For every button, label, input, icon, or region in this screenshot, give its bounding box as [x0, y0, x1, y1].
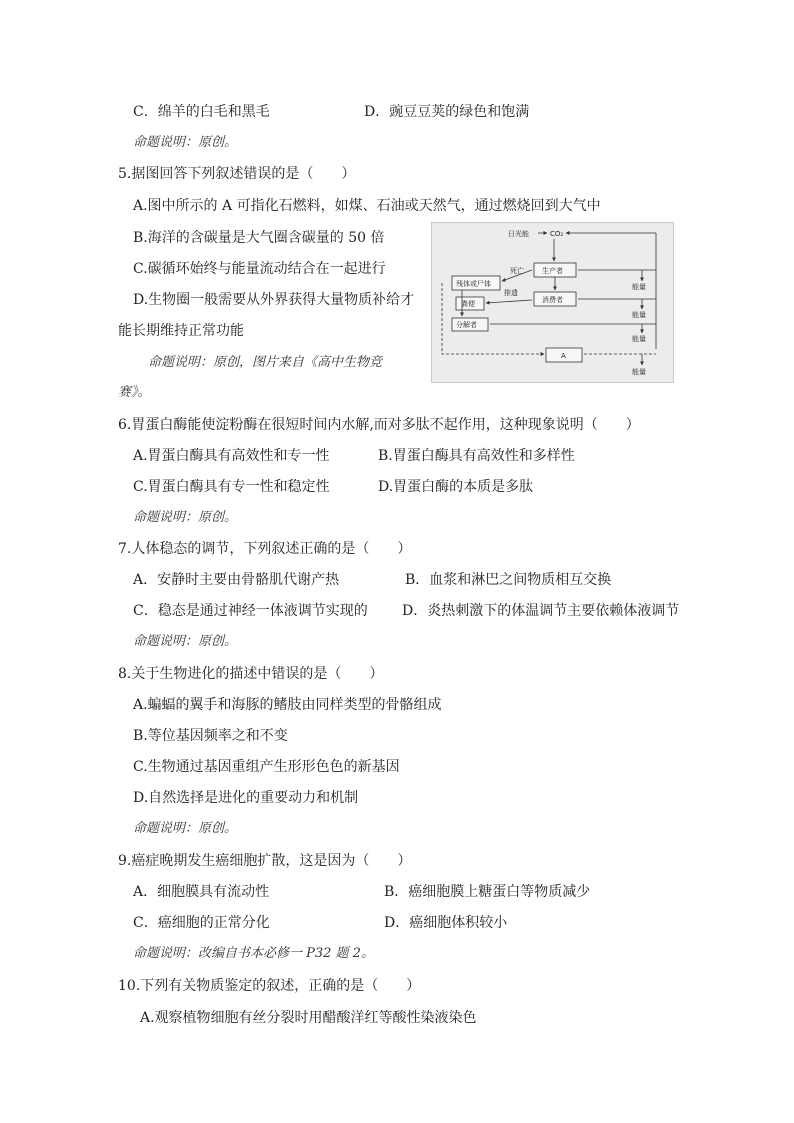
q5-note-line2: 赛》。 — [118, 385, 151, 400]
q7-note: 命题说明：原创。 — [133, 634, 238, 649]
figure-producer-label: 生产者 — [542, 267, 563, 275]
q8-option-a: A.蝙蝠的翼手和海豚的鳍肢由同样类型的骨骼组成 — [133, 697, 442, 713]
figure-sunlight-label: 日光能 — [508, 230, 529, 238]
figure-co2-label: CO₂ — [550, 230, 564, 238]
figure-energy-label-2: 能量 — [632, 311, 646, 319]
q9-option-c: C．癌细胞的正常分化 — [133, 915, 270, 931]
q5-note-line1: 命题说明：原创，图片来自《高中生物竞 — [148, 355, 383, 370]
figure-decomposer-label: 分解者 — [456, 321, 477, 329]
q8-option-d: D.自然选择是进化的重要动力和机制 — [133, 790, 359, 806]
q5-option-b: B.海洋的含碳量是大气圈含碳量的 50 倍 — [133, 230, 385, 246]
q7-option-d: D．炎热刺激下的体温调节主要依赖体液调节 — [402, 603, 680, 619]
figure-energy-label-1: 能量 — [632, 283, 646, 291]
q7-option-c: C．稳态是通过神经一体液调节实现的 — [133, 603, 368, 619]
figure-death-label: 死亡 — [510, 267, 524, 275]
q5-option-d-line1: D.生物圈一般需要从外界获得大量物质补给才 — [133, 292, 415, 308]
q6-stem: 6.胃蛋白酶能使淀粉酶在很短时间内水解,而对多肽不起作用，这种现象说明（ ） — [118, 417, 640, 433]
q6-option-d: D.胃蛋白酶的本质是多肽 — [378, 479, 534, 495]
q4-option-c: C．绵羊的白毛和黑毛 — [133, 104, 270, 120]
q7-stem: 7.人体稳态的调节，下列叙述正确的是（ ） — [118, 541, 412, 557]
q5-option-a: A.图中所示的 A 可指化石燃料，如煤、石油或天然气，通过燃烧回到大气中 — [133, 198, 601, 214]
q6-option-c: C.胃蛋白酶具有专一性和稳定性 — [133, 479, 330, 495]
q5-stem: 5.据图回答下列叙述错误的是（ ） — [118, 166, 356, 182]
q9-option-a: A．细胞膜具有流动性 — [133, 884, 270, 900]
q9-option-b: B．癌细胞膜上糖蛋白等物质减少 — [384, 884, 591, 900]
figure-a-label: A — [561, 352, 566, 360]
q9-note: 命题说明：改编自书本必修一 P32 题 2。 — [133, 946, 374, 961]
q8-stem: 8.关于生物进化的描述中错误的是（ ） — [118, 666, 384, 682]
q9-stem: 9.癌症晚期发生癌细胞扩散，这是因为（ ） — [118, 853, 412, 869]
q4-note: 命题说明：原创。 — [133, 135, 238, 150]
figure-energy-label-3: 能量 — [632, 335, 646, 343]
q9-option-d: D．癌细胞体积较小 — [384, 915, 508, 931]
figure-feces-label: 粪便 — [461, 300, 475, 308]
q7-option-b: B．血浆和淋巴之间物质相互交换 — [405, 572, 612, 588]
q7-option-a: A．安静时主要由骨骼肌代谢产热 — [133, 572, 340, 588]
carbon-cycle-figure — [431, 222, 674, 383]
q10-stem: 10.下列有关物质鉴定的叙述，正确的是（ ） — [118, 978, 421, 994]
q8-option-b: B.等位基因频率之和不变 — [133, 728, 288, 744]
q6-note: 命题说明：原创。 — [133, 510, 238, 525]
q6-option-a: A.胃蛋白酶具有高效性和专一性 — [133, 448, 330, 464]
q6-option-b: B.胃蛋白酶具有高效性和多样性 — [378, 448, 575, 464]
figure-excrete-label: 排遗 — [504, 289, 518, 297]
figure-residue-label: 残体或尸体 — [456, 280, 491, 288]
figure-consumer-label: 消费者 — [542, 296, 563, 304]
q5-option-d-line2: 能长期维持正常功能 — [118, 323, 244, 339]
q5-option-c: C.碳循环始终与能量流动结合在一起进行 — [133, 261, 386, 277]
q4-option-d: D．豌豆豆荚的绿色和饱满 — [364, 104, 530, 120]
q8-option-c: C.生物通过基因重组产生形形色色的新基因 — [133, 759, 400, 775]
q10-option-a: A.观察植物细胞有丝分裂时用醋酸洋红等酸性染液染色 — [140, 1010, 477, 1026]
figure-energy-label-4: 能量 — [632, 368, 646, 376]
q8-note: 命题说明：原创。 — [133, 821, 238, 836]
